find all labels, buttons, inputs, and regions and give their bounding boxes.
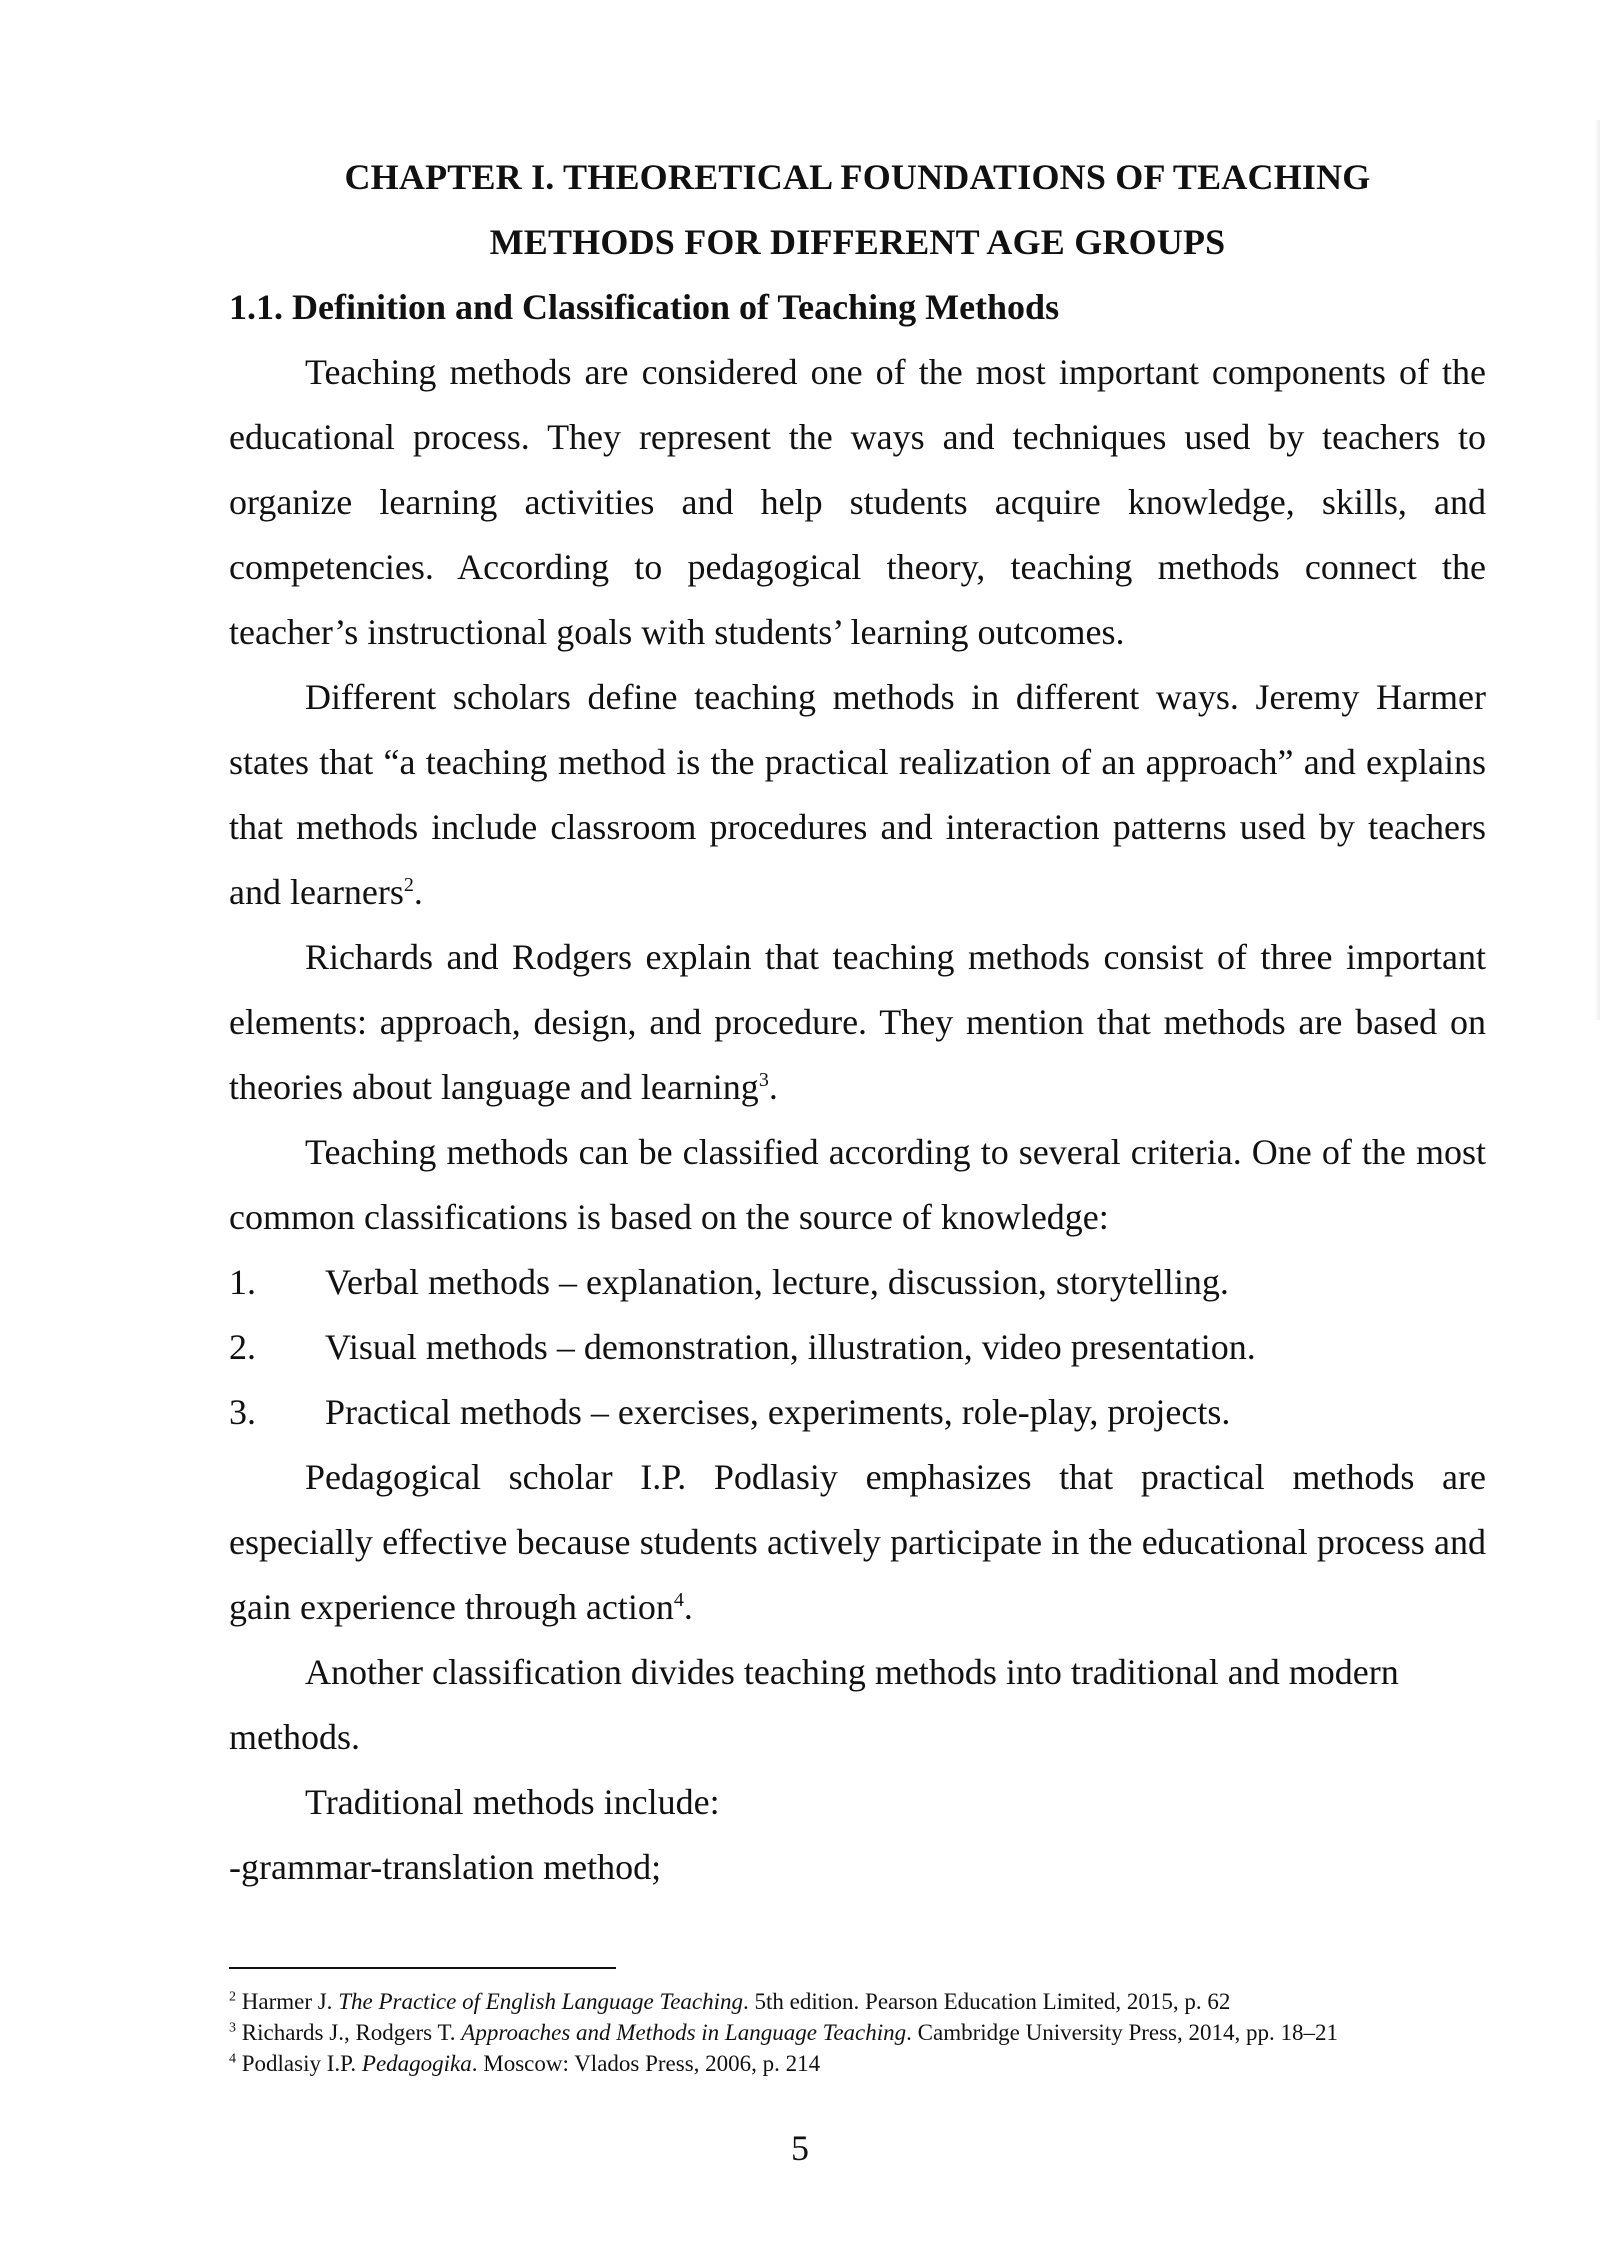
paragraph-3-text: Richards and Rodgers explain that teaching methods consist of three important elements: approach, design, and procedure. They mention that methods are based on theories about language and learning (229, 937, 1486, 1107)
footnote-details: . Moscow: Vlados Press, 2006, p. 214 (471, 2051, 821, 2076)
chapter-title-line-1: CHAPTER I. THEORETICAL FOUNDATIONS OF TEACHING (344, 157, 1371, 197)
page-edge-shadow (1594, 120, 1600, 1020)
dash-list-item: -grammar-translation method; (229, 1847, 662, 1887)
footnote-separator (229, 1967, 616, 1969)
list-item-text: Visual methods – demonstration, illustration, video presentation. (325, 1327, 1256, 1367)
page-body (229, 145, 1486, 1900)
paragraph-5-end: . (683, 1587, 693, 1627)
footnote-author: Podlasiy I.P. (236, 2051, 362, 2076)
list-item-number: 1. (229, 1262, 256, 1302)
paragraph-1: Teaching methods are considered one of the most important components of the educational process. They represent the ways and techniques used by teachers to organize learning activities and help students acquire knowledge, skills, and competencies. According to pedagogical theory, teaching methods connect the teacher’s instructional goals with students’ learning outcomes. (229, 352, 1486, 652)
list-item-text: Verbal methods – explanation, lecture, discussion, storytelling. (325, 1262, 1229, 1302)
footnote (229, 1986, 1486, 2017)
footnote-author: Richards J., Rodgers T. (236, 2020, 462, 2045)
footnote-book-title: Pedagogika (361, 2051, 472, 2076)
paragraph-5 (229, 1445, 1486, 1640)
paragraph-3-end: . (768, 1067, 778, 1107)
paragraph-2-text: Different scholars define teaching methods in different ways. Jeremy Harmer states that “a teaching method is the practical realization of an approach” and explains that methods include classroom procedures and interaction patterns used by teachers and learners (229, 677, 1486, 912)
paragraph-6: Another classification divides teaching methods into traditional and modern methods. (229, 1652, 1399, 1757)
paragraph-2 (229, 665, 1486, 925)
footnote (229, 2017, 1486, 2048)
footnotes (229, 1986, 1486, 2079)
chapter-title-line-2: METHODS FOR DIFFERENT AGE GROUPS (489, 222, 1226, 262)
paragraph-7: Traditional methods include: (305, 1782, 720, 1822)
list-item (229, 1315, 1486, 1380)
page-number: 5 (791, 2128, 809, 2168)
footnote-details: . 5th edition. Pearson Education Limited, 2015, p. 62 (743, 1989, 1231, 2014)
footnote-number: 4 (229, 2051, 236, 2067)
footnote-ref-3[interactable]: 3 (758, 1069, 769, 1091)
footnote-ref-2[interactable]: 2 (403, 874, 414, 896)
footnote-book-title: Approaches and Methods in Language Teaching (461, 2020, 907, 2045)
footnote-author: Harmer J. (236, 1989, 339, 2014)
paragraph-4: Teaching methods can be classified according to several criteria. One of the most common classifications is based on the source of knowledge: (229, 1132, 1486, 1237)
footnote-ref-4[interactable]: 4 (673, 1589, 684, 1611)
list-item (229, 1250, 1486, 1315)
footnote (229, 2048, 1486, 2079)
paragraph-5-text: Pedagogical scholar I.P. Podlasiy emphasizes that practical methods are especially effective because students actively participate in the educational process and gain experience through action (229, 1457, 1486, 1627)
list-item-number: 2. (229, 1327, 256, 1367)
footnote-number: 2 (229, 1989, 236, 2005)
list-item-number: 3. (229, 1392, 256, 1432)
section-title: 1.1. Definition and Classification of Teaching Methods (229, 287, 1060, 327)
footnote-details: . Cambridge University Press, 2014, pp. 18–21 (906, 2020, 1339, 2045)
footnote-book-title: The Practice of English Language Teaching (338, 1989, 744, 2014)
list-item (229, 1380, 1486, 1445)
list-item-text: Practical methods – exercises, experiments, role-play, projects. (325, 1392, 1231, 1432)
numbered-list (229, 1250, 1486, 1445)
paragraph-3 (229, 925, 1486, 1120)
footnote-number: 3 (229, 2020, 236, 2036)
paragraph-2-end: . (413, 872, 423, 912)
